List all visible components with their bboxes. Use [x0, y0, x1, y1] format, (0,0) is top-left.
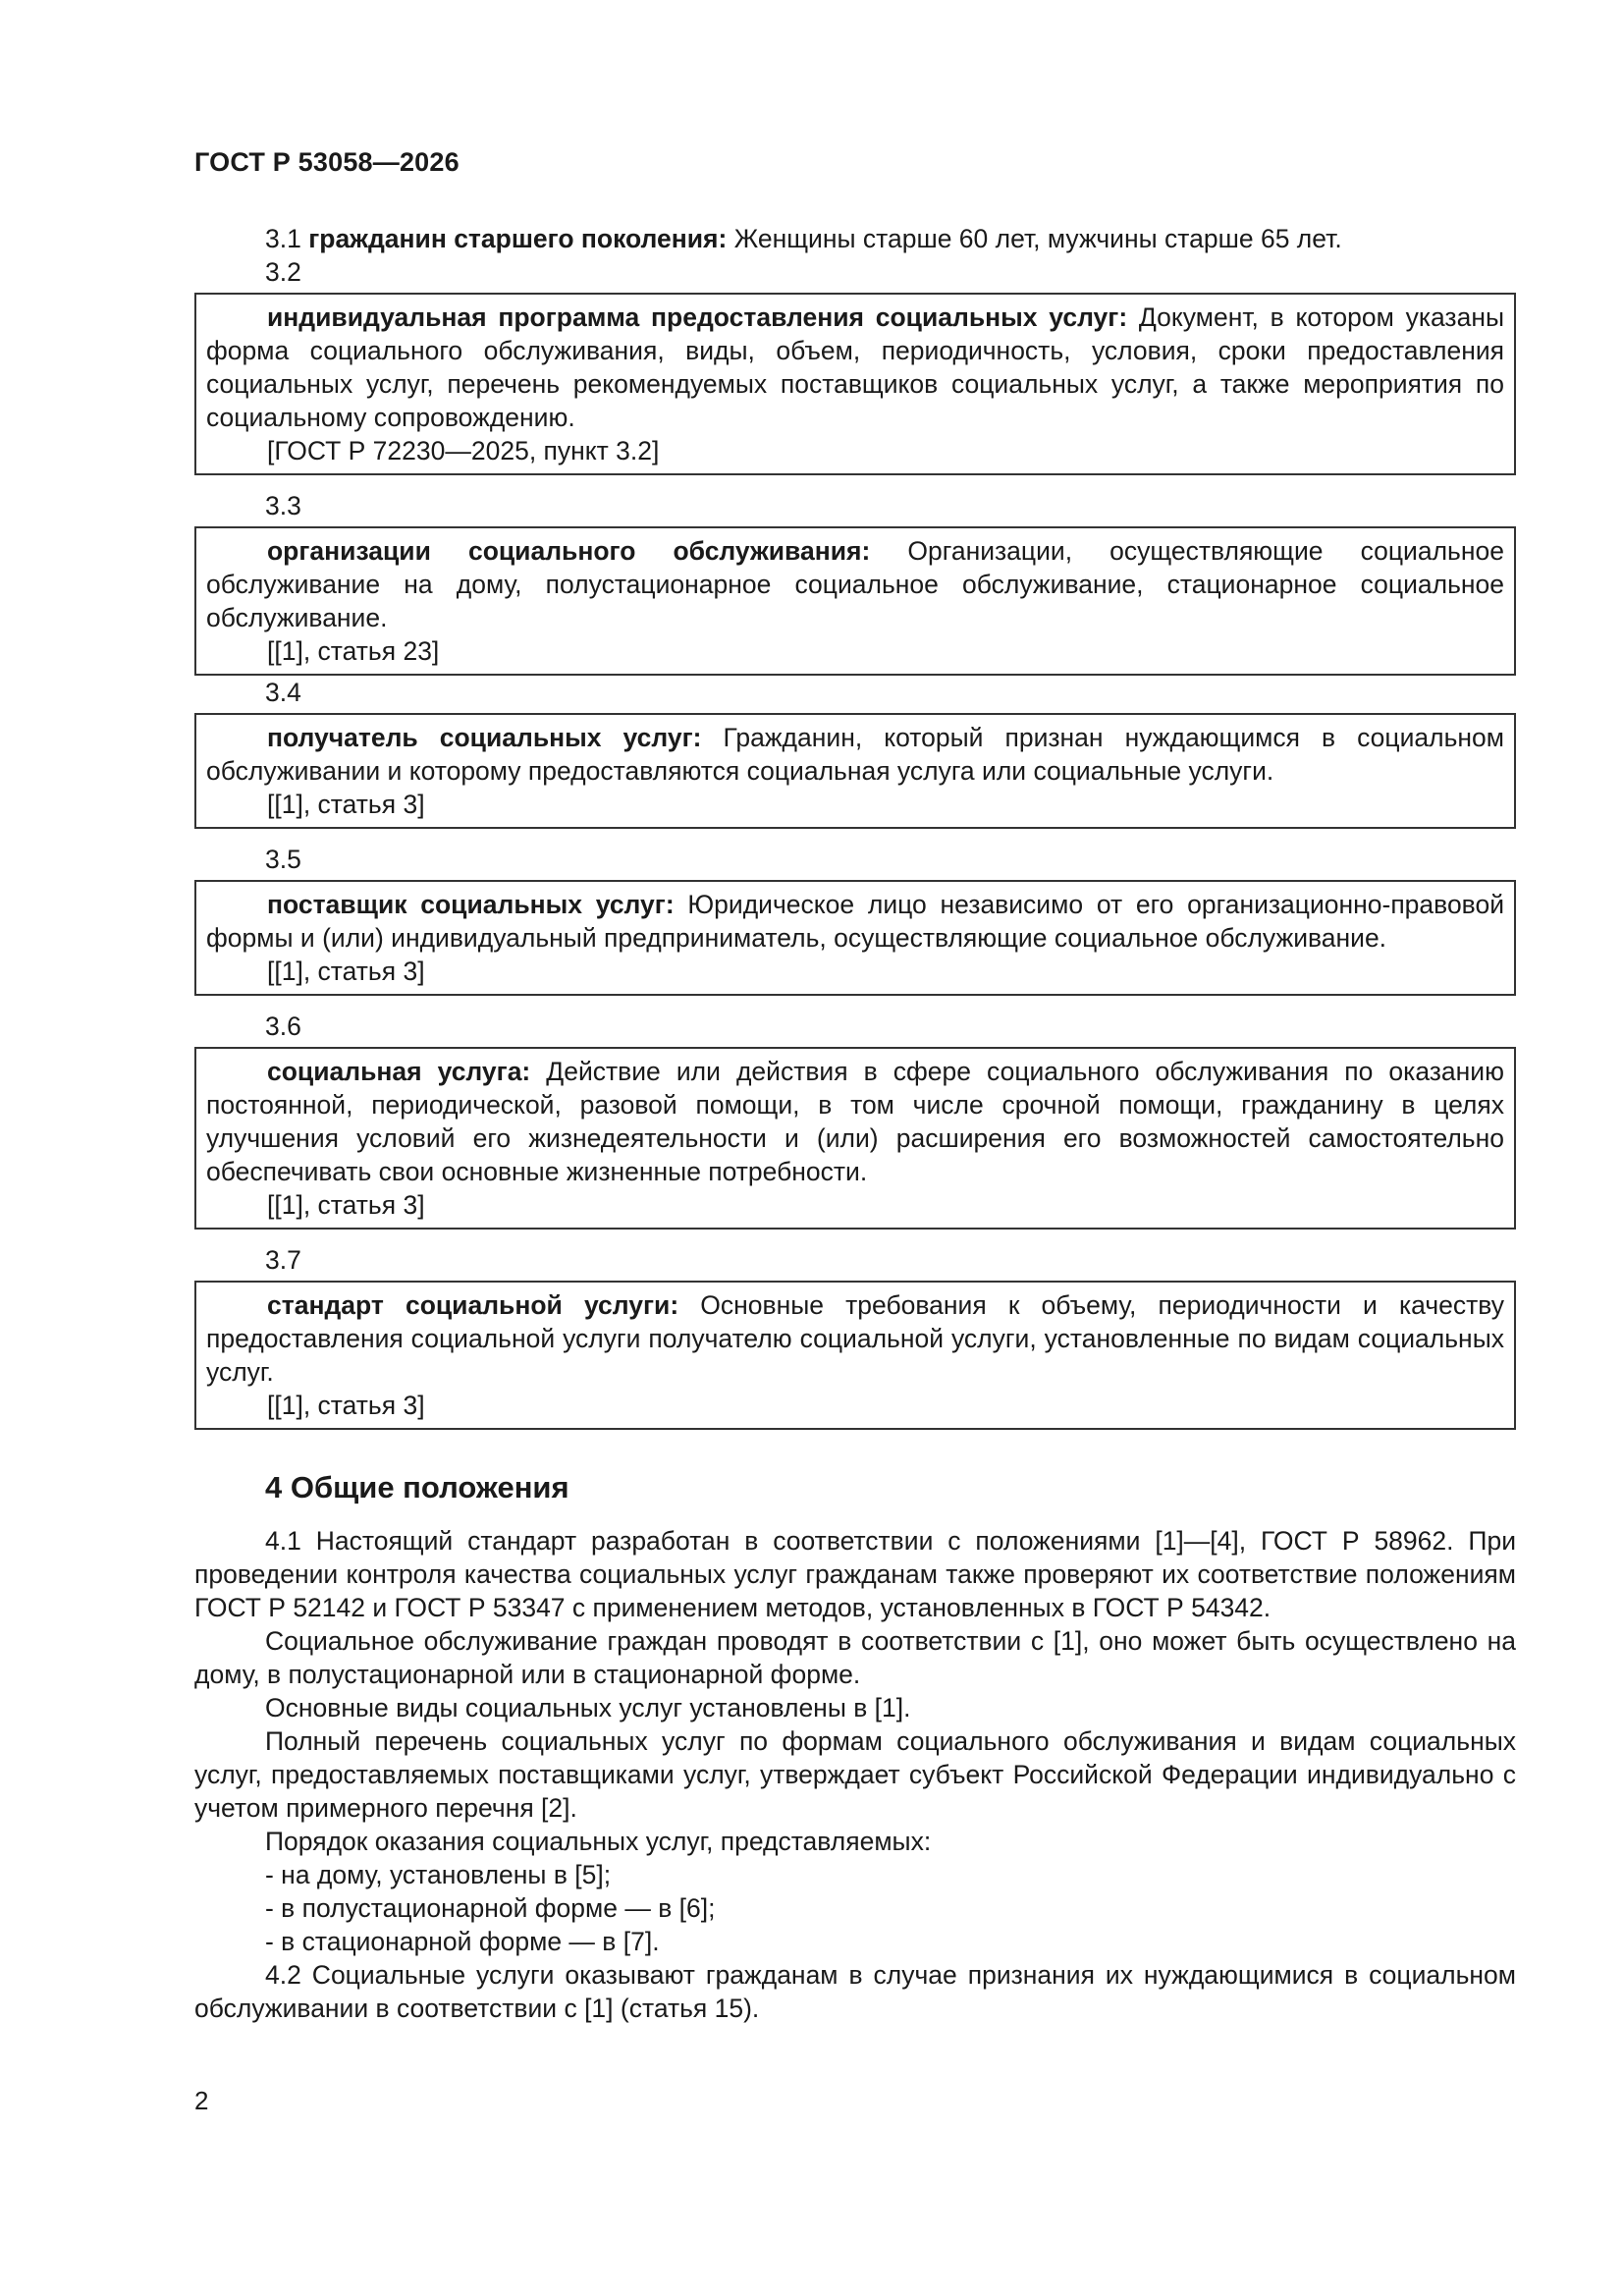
definition-source: [ГОСТ Р 72230—2025, пункт 3.2] — [267, 436, 660, 465]
definition-number: 3.2 — [265, 257, 301, 287]
definition-term: социальная услуга: — [267, 1057, 531, 1086]
list-item: - на дому, установлены в [5]; — [265, 1860, 612, 1889]
definition-box — [194, 880, 1516, 996]
definition-term: индивидуальная программа предоставления социальных услуг: — [267, 302, 1128, 332]
definition-source: [[1], статья 3] — [267, 1391, 425, 1420]
definition-number: 3.6 — [265, 1011, 301, 1041]
definition-source: [[1], статья 3] — [267, 957, 425, 986]
definition-term: гражданин старшего поколения: — [308, 224, 728, 253]
definition-number: 3.1 — [265, 224, 301, 253]
definition-box — [194, 526, 1516, 676]
definition-number: 3.7 — [265, 1245, 301, 1275]
definition-text: Юридическое лицо независимо от его организационно-правовой формы и (или) индивидуальный предприниматель, осуществляющие социальное обслуживание. — [206, 890, 1504, 953]
paragraph: Полный перечень социальных услуг по формам социального обслуживания и видам социальных услуг, предоставляемых поставщиками услуг, утверждает субъект Российской Федерации индивидуально с учетом примерного перечня [2]. — [194, 1726, 1516, 1823]
definition-text: Документ, в котором указаны форма социального обслуживания, виды, объем, периодичность, условия, сроки предоставления социальных услуг, перечень рекомендуемых поставщиков социальных услуг, а также мероприятия по социальному сопровождению. — [206, 302, 1504, 432]
definition-number: 3.3 — [265, 491, 301, 520]
list-item: - в полустационарной форме — в [6]; — [265, 1893, 716, 1923]
page-content — [194, 222, 1516, 2025]
definition-text: Женщины старше 60 лет, мужчины старше 65 лет. — [727, 224, 1342, 253]
definition-term: получатель социальных услуг: — [267, 723, 702, 752]
definition-text: Гражданин, который признан нуждающимся в социальном обслуживании и которому предоставляются социальная услуга или социальные услуги. — [206, 723, 1504, 786]
definition-box — [194, 713, 1516, 829]
paragraph: Порядок оказания социальных услуг, представляемых: — [265, 1827, 932, 1856]
definition-term: стандарт социальной услуги: — [267, 1290, 679, 1320]
section-title: 4 Общие положения — [265, 1470, 569, 1504]
definition-term: организации социального обслуживания: — [267, 536, 871, 566]
definition-number: 3.4 — [265, 678, 301, 707]
paragraph: 4.1 Настоящий стандарт разработан в соответствии с положениями [1]—[4], ГОСТ Р 58962. При проведении контроля качества социальных услуг гражданам также проверяют их соответствие положениям ГОСТ Р 52142 и ГОСТ Р 53347 с применением методов, установленных в ГОСТ Р 54342. — [194, 1526, 1516, 1622]
paragraph: Основные виды социальных услуг установлены в [1]. — [265, 1693, 911, 1722]
page-number: 2 — [194, 2086, 209, 2115]
definition-text: Основные требования к объему, периодичности и качеству предоставления социальной услуги получателю социальной услуги, установленные по видам социальных услуг. — [206, 1290, 1504, 1387]
definition-3-1 — [194, 222, 1516, 255]
definition-term: поставщик социальных услуг: — [267, 890, 675, 919]
list-item: - в стационарной форме — в [7]. — [265, 1927, 660, 1956]
definition-text: Организации, осуществляющие социальное обслуживание на дому, полустационарное социальное обслуживание, стационарное социальное обслуживание. — [206, 536, 1504, 632]
definition-box — [194, 1047, 1516, 1230]
definition-box — [194, 293, 1516, 475]
definition-number: 3.5 — [265, 845, 301, 874]
definition-box — [194, 1281, 1516, 1430]
paragraph: 4.2 Социальные услуги оказывают гражданам в случае признания их нуждающимися в социальном обслуживании в соответствии с [1] (статья 15). — [194, 1960, 1516, 2023]
definition-source: [[1], статья 3] — [267, 1190, 425, 1220]
definition-source: [[1], статья 23] — [267, 636, 440, 666]
definition-source: [[1], статья 3] — [267, 790, 425, 819]
document-code-header: ГОСТ Р 53058—2026 — [194, 147, 460, 177]
paragraph: Социальное обслуживание граждан проводят в соответствии с [1], оно может быть осуществлено на дому, в полустационарной или в стационарной форме. — [194, 1626, 1516, 1689]
definition-text: Действие или действия в сфере социального обслуживания по оказанию постоянной, периодической, разовой помощи, в том числе срочной помощи, гражданину в целях улучшения условий его жизнедеятельности и (или) расширения его возможностей самостоятельно обеспечивать свои основные жизненные потребности. — [206, 1057, 1504, 1186]
